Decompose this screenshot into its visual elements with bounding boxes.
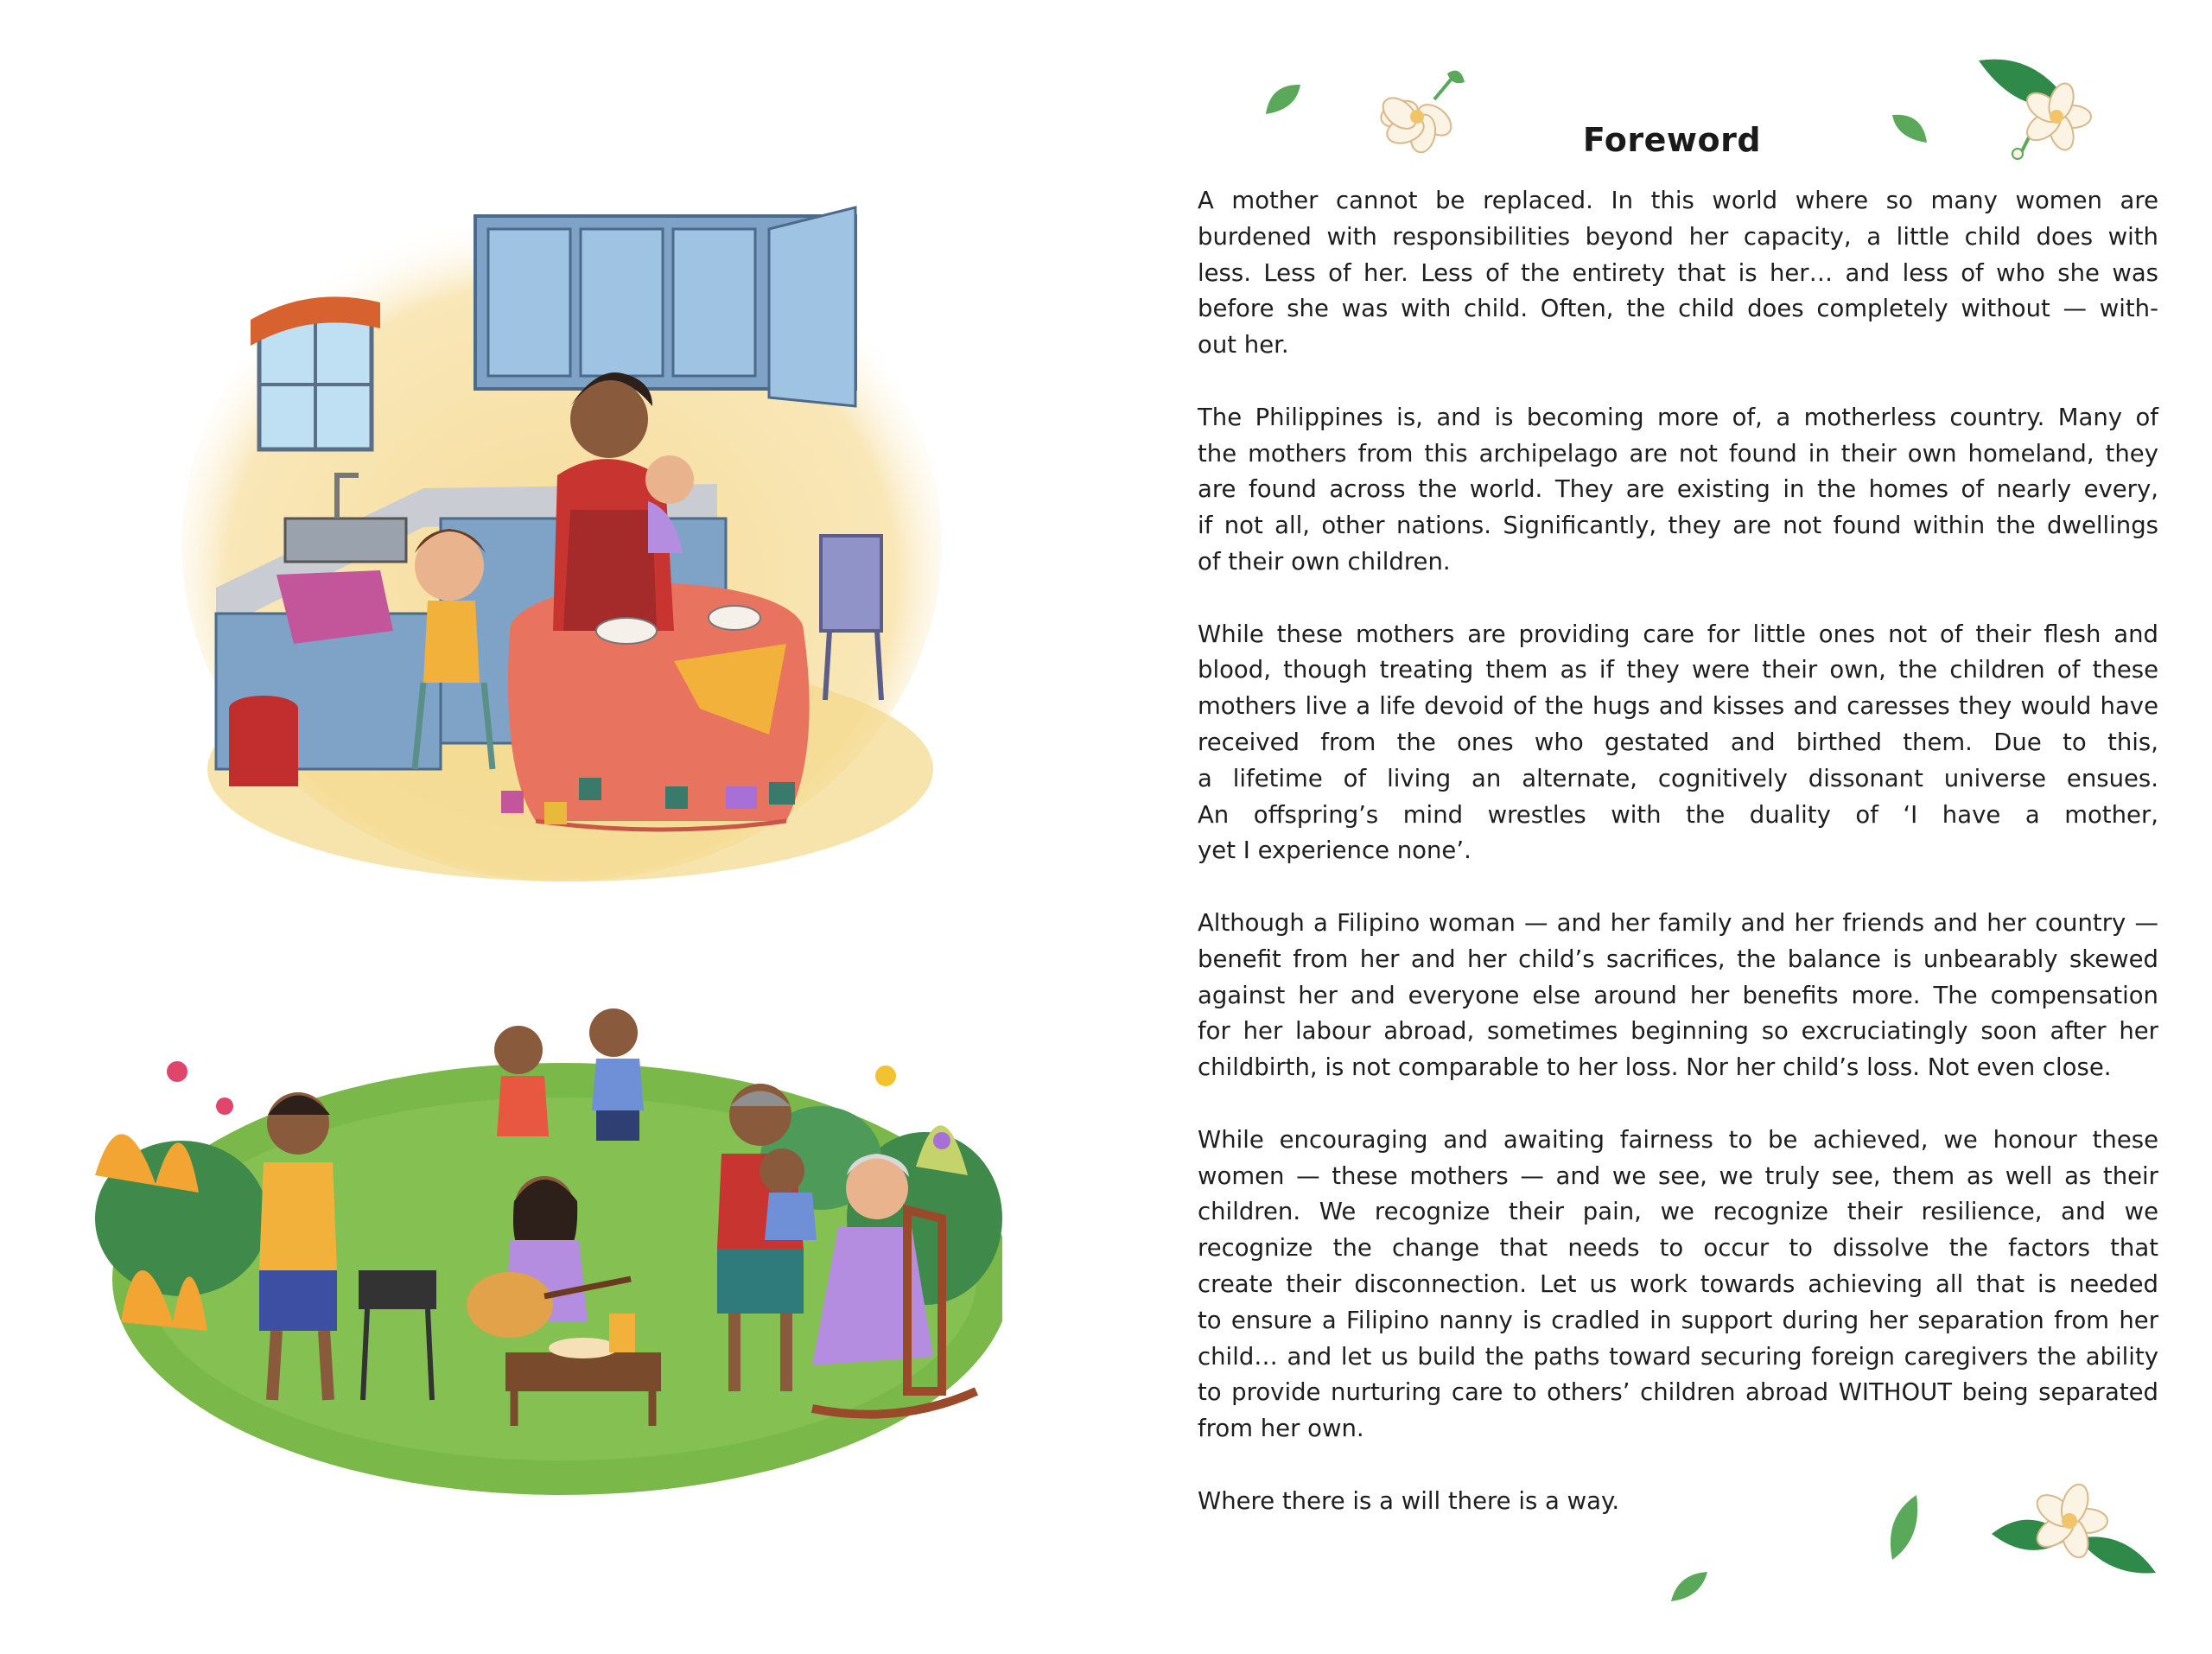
text-line: from her own. xyxy=(1198,1415,1364,1443)
text-line: to provide nurturing care to others’ children abroad WITHOUT being separated xyxy=(1198,1378,2158,1407)
text-line: create their disconnection. Let us work towards achieving all that is needed xyxy=(1198,1269,2158,1298)
text-line: a lifetime of living an alternate, cognitively dissonant universe ensues. xyxy=(1198,764,2158,792)
text-line: yet I experience none’. xyxy=(1198,837,1471,865)
text-line: The Philippines is, and is becoming more of, a motherless country. Many of xyxy=(1198,403,2158,431)
text-line: A mother cannot be replaced. In this world where so many women are xyxy=(1198,187,2158,214)
text-line: out her. xyxy=(1198,331,1289,359)
text-line: of their own children. xyxy=(1198,547,1451,576)
text-line: Although a Filipino woman — and her family and her friends and her country — xyxy=(1198,908,2158,937)
text-line: are found across the world. They are existing in the homes of nearly every, xyxy=(1198,475,2158,504)
paragraph xyxy=(1198,906,2158,1086)
paragraph xyxy=(1198,183,2158,364)
text-line: children. We recognize their pain, we recognize their resilience, and we xyxy=(1198,1198,2158,1226)
text-line: if not all, other nations. Significantly, they are not found within the dwellings xyxy=(1198,512,2158,540)
text-line: recognize the change that needs to occur to dissolve the factors that xyxy=(1198,1234,2158,1263)
leaf-icon xyxy=(1262,80,1305,119)
text-line: burdened with responsibilities beyond her capacity, a little child does with xyxy=(1198,222,2158,251)
text-line: An offspring’s mind wrestles with the duality of ‘I have a mother, xyxy=(1198,800,2158,829)
text-line: childbirth, is not comparable to her loss. Nor her child’s loss. Not even close. xyxy=(1198,1053,2112,1082)
text-line: for her labour abroad, sometimes beginning so excruciatingly soon after her xyxy=(1198,1017,2158,1046)
text-line: While encouraging and awaiting fairness to be achieved, we honour these xyxy=(1198,1125,2158,1154)
text-line: received from the ones who gestated and birthed them. Due to this, xyxy=(1198,728,2158,756)
text-line: to ensure a Filipino nanny is cradled in support during her separation from her xyxy=(1198,1306,2158,1334)
text-line: child… and let us build the paths toward securing foreign caregivers the ability xyxy=(1198,1342,2158,1371)
paragraph xyxy=(1198,1123,2158,1447)
paragraph xyxy=(1198,400,2158,581)
text-line: blood, though treating them as if they were their own, the children of these xyxy=(1198,656,2158,684)
text-line: benefit from her and her child’s sacrifices, the balance is unbearably skewed xyxy=(1198,945,2158,973)
foreword-text xyxy=(1198,183,2158,1555)
text-line: women — these mothers — and we see, we truly see, them as well as their xyxy=(1198,1161,2158,1190)
text-line: While these mothers are providing care for little ones not of their flesh and xyxy=(1198,620,2158,648)
kitchen-illustration xyxy=(164,147,959,890)
garden-family-illustration xyxy=(78,994,1002,1512)
text-line: mothers live a life devoid of the hugs and kisses and caresses they would have xyxy=(1198,692,2158,721)
paragraph xyxy=(1198,1484,2158,1520)
page-title: Foreword xyxy=(1582,121,1762,159)
paragraph xyxy=(1198,617,2158,870)
text-line: before she was with child. Often, the child does completely without — with- xyxy=(1198,295,2158,323)
text-line: against her and everyone else around her benefits more. The compensation xyxy=(1198,981,2158,1009)
text-line: less. Less of her. Less of the entirety that is her… and less of who she was xyxy=(1198,258,2158,287)
text-line: the mothers from this archipelago are not found in their own homeland, they xyxy=(1198,439,2158,468)
text-line: Where there is a will there is a way. xyxy=(1198,1486,1620,1515)
leaf-icon xyxy=(1668,1568,1711,1605)
